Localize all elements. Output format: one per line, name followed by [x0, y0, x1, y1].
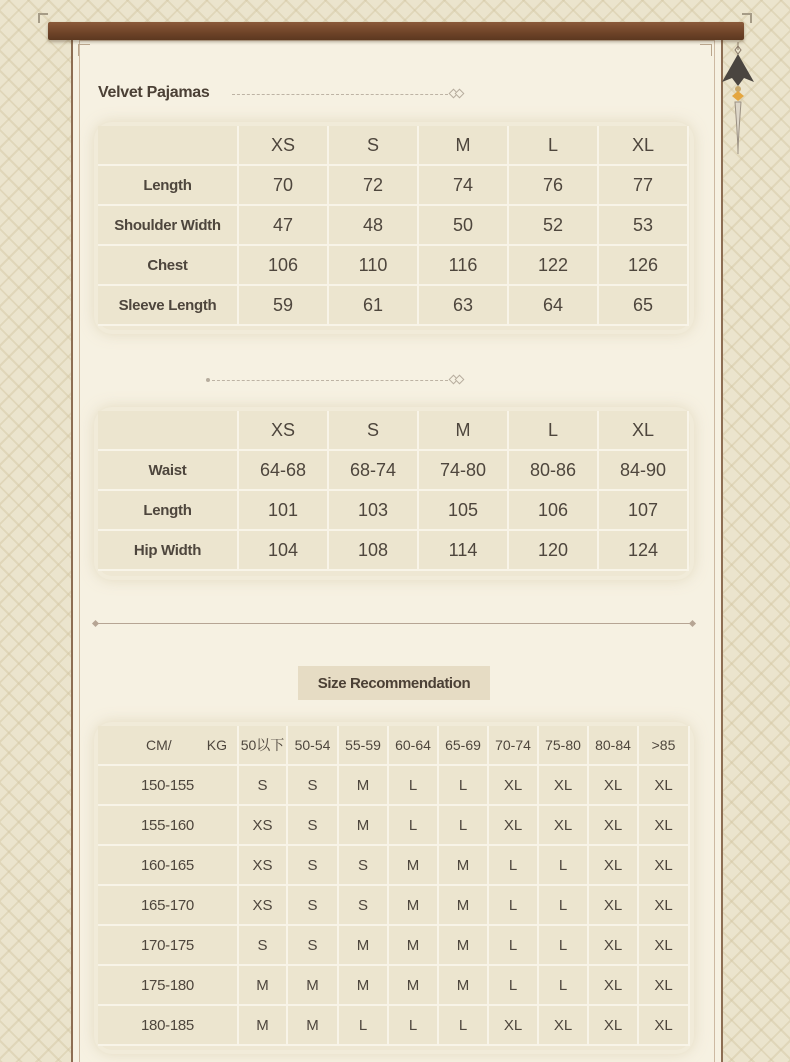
recommended-size-cell: XL: [639, 966, 690, 1006]
pajamas-size-table: [98, 126, 690, 330]
height-range-cell: 180-185: [98, 1006, 239, 1046]
recommended-size-cell: M: [389, 966, 439, 1006]
size-header-cell: XL: [599, 126, 689, 166]
value-cell: 65: [599, 286, 689, 326]
background-corner-mark-right: [742, 13, 752, 23]
recommended-size-cell: XL: [639, 1006, 690, 1046]
value-cell: 74: [419, 166, 509, 206]
recommended-size-cell: S: [288, 806, 339, 846]
value-cell: 63: [419, 286, 509, 326]
recommended-size-cell: XL: [639, 806, 690, 846]
value-cell: 101: [239, 491, 329, 531]
value-cell: 103: [329, 491, 419, 531]
recommended-size-cell: M: [439, 926, 489, 966]
recommended-size-cell: L: [539, 926, 589, 966]
recommended-size-cell: XL: [489, 1006, 539, 1046]
section-title-velvet-pajamas: Velvet Pajamas: [98, 84, 210, 101]
scroll-rod: [48, 22, 744, 40]
value-cell: 104: [239, 531, 329, 571]
diamond-ornament-icon: [448, 375, 466, 385]
weight-header-cell: 50-54: [288, 726, 339, 766]
row-label-cell: Hip Width: [98, 531, 239, 571]
size-header-cell: L: [509, 126, 599, 166]
recommended-size-cell: M: [339, 806, 389, 846]
diamond-ornament-icon: [448, 89, 466, 99]
recommended-size-cell: M: [439, 886, 489, 926]
recommended-size-cell: M: [439, 966, 489, 1006]
row-label-cell: Sleeve Length: [98, 286, 239, 326]
recommended-size-cell: L: [539, 966, 589, 1006]
size-header-cell: M: [419, 411, 509, 451]
value-cell: 59: [239, 286, 329, 326]
height-range-cell: 170-175: [98, 926, 239, 966]
value-cell: 84-90: [599, 451, 689, 491]
row-label-cell: Chest: [98, 246, 239, 286]
recommended-size-cell: S: [339, 886, 389, 926]
recommended-size-cell: XS: [239, 846, 288, 886]
title-dashed-rule: [232, 94, 448, 95]
value-cell: 116: [419, 246, 509, 286]
recommended-size-cell: XL: [589, 806, 639, 846]
recommended-size-cell: S: [239, 926, 288, 966]
value-cell: 70: [239, 166, 329, 206]
section-divider: [96, 623, 692, 624]
recommended-size-cell: XL: [539, 766, 589, 806]
recommended-size-cell: S: [239, 766, 288, 806]
value-cell: 61: [329, 286, 419, 326]
recommended-size-cell: L: [339, 1006, 389, 1046]
height-range-cell: 160-165: [98, 846, 239, 886]
value-cell: 106: [239, 246, 329, 286]
recommended-size-cell: L: [389, 766, 439, 806]
value-cell: 72: [329, 166, 419, 206]
recommended-size-cell: M: [339, 966, 389, 1006]
size-header-cell: L: [509, 411, 599, 451]
corner-ornament-right: [700, 44, 712, 56]
pants-size-table: [98, 411, 690, 576]
recommended-size-cell: L: [489, 846, 539, 886]
recommended-size-cell: XL: [489, 806, 539, 846]
value-cell: 80-86: [509, 451, 599, 491]
height-weight-corner-cell: [98, 726, 239, 766]
recommended-size-cell: XL: [589, 1006, 639, 1046]
value-cell: 64-68: [239, 451, 329, 491]
recommended-size-cell: L: [389, 1006, 439, 1046]
recommended-size-cell: XS: [239, 806, 288, 846]
recommended-size-cell: L: [439, 806, 489, 846]
recommended-size-cell: S: [288, 846, 339, 886]
size-header-cell: XL: [599, 411, 689, 451]
weight-header-cell: 65-69: [439, 726, 489, 766]
recommended-size-cell: M: [339, 926, 389, 966]
weight-header-cell: >85: [639, 726, 690, 766]
value-cell: 114: [419, 531, 509, 571]
recommended-size-cell: M: [288, 1006, 339, 1046]
table-corner-cell: [98, 126, 239, 166]
value-cell: 76: [509, 166, 599, 206]
recommended-size-cell: M: [439, 846, 489, 886]
size-header-cell: S: [329, 126, 419, 166]
value-cell: 122: [509, 246, 599, 286]
recommended-size-cell: L: [439, 766, 489, 806]
recommended-size-cell: XL: [589, 926, 639, 966]
recommended-size-cell: L: [489, 966, 539, 1006]
recommended-size-cell: XL: [639, 886, 690, 926]
value-cell: 53: [599, 206, 689, 246]
weight-unit-label: KG: [206, 737, 227, 753]
recommended-size-cell: XL: [639, 766, 690, 806]
weight-header-cell: 75-80: [539, 726, 589, 766]
weight-header-cell: 80-84: [589, 726, 639, 766]
recommended-size-cell: L: [539, 846, 589, 886]
recommended-size-cell: S: [288, 926, 339, 966]
row-label-cell: Length: [98, 491, 239, 531]
recommended-size-cell: M: [389, 926, 439, 966]
size-header-cell: XS: [239, 126, 329, 166]
recommended-size-cell: XL: [589, 886, 639, 926]
height-unit-label: CM/: [146, 737, 172, 753]
value-cell: 52: [509, 206, 599, 246]
corner-ornament-left: [78, 44, 90, 56]
value-cell: 110: [329, 246, 419, 286]
recommended-size-cell: M: [239, 966, 288, 1006]
row-label-cell: Length: [98, 166, 239, 206]
recommended-size-cell: M: [239, 1006, 288, 1046]
row-label-cell: Waist: [98, 451, 239, 491]
recommended-size-cell: S: [339, 846, 389, 886]
recommended-size-cell: XL: [589, 846, 639, 886]
value-cell: 50: [419, 206, 509, 246]
height-range-cell: 175-180: [98, 966, 239, 1006]
ornament-dot-icon: [206, 378, 210, 382]
recommended-size-cell: XL: [539, 1006, 589, 1046]
height-range-cell: 155-160: [98, 806, 239, 846]
weight-header-cell: 70-74: [489, 726, 539, 766]
value-cell: 68-74: [329, 451, 419, 491]
size-header-cell: M: [419, 126, 509, 166]
tassel-ornament-icon: [720, 42, 758, 157]
height-range-cell: 165-170: [98, 886, 239, 926]
value-cell: 124: [599, 531, 689, 571]
value-cell: 107: [599, 491, 689, 531]
value-cell: 48: [329, 206, 419, 246]
recommended-size-cell: XL: [639, 926, 690, 966]
size-recommendation-table: [98, 726, 690, 1050]
height-range-cell: 150-155: [98, 766, 239, 806]
value-cell: 64: [509, 286, 599, 326]
value-cell: 106: [509, 491, 599, 531]
recommended-size-cell: M: [389, 846, 439, 886]
value-cell: 74-80: [419, 451, 509, 491]
recommended-size-cell: XL: [539, 806, 589, 846]
recommended-size-cell: L: [439, 1006, 489, 1046]
size-recommendation-title: Size Recommendation: [298, 666, 490, 700]
recommended-size-cell: M: [339, 766, 389, 806]
recommended-size-cell: XL: [489, 766, 539, 806]
recommended-size-cell: XL: [589, 966, 639, 1006]
row-label-cell: Shoulder Width: [98, 206, 239, 246]
background-corner-mark-left: [38, 13, 48, 23]
recommended-size-cell: XL: [639, 846, 690, 886]
recommended-size-cell: S: [288, 886, 339, 926]
recommended-size-cell: L: [489, 926, 539, 966]
recommended-size-cell: L: [389, 806, 439, 846]
recommended-size-cell: M: [389, 886, 439, 926]
size-header-cell: XS: [239, 411, 329, 451]
section-dashed-rule: [212, 380, 448, 381]
value-cell: 105: [419, 491, 509, 531]
value-cell: 126: [599, 246, 689, 286]
recommended-size-cell: XS: [239, 886, 288, 926]
value-cell: 77: [599, 166, 689, 206]
recommended-size-cell: L: [539, 886, 589, 926]
weight-header-cell: 60-64: [389, 726, 439, 766]
size-header-cell: S: [329, 411, 419, 451]
value-cell: 47: [239, 206, 329, 246]
recommended-size-cell: L: [489, 886, 539, 926]
weight-header-cell: 50以下: [239, 726, 288, 766]
recommended-size-cell: S: [288, 766, 339, 806]
recommended-size-cell: M: [288, 966, 339, 1006]
value-cell: 108: [329, 531, 419, 571]
recommended-size-cell: XL: [589, 766, 639, 806]
table-corner-cell: [98, 411, 239, 451]
weight-header-cell: 55-59: [339, 726, 389, 766]
value-cell: 120: [509, 531, 599, 571]
